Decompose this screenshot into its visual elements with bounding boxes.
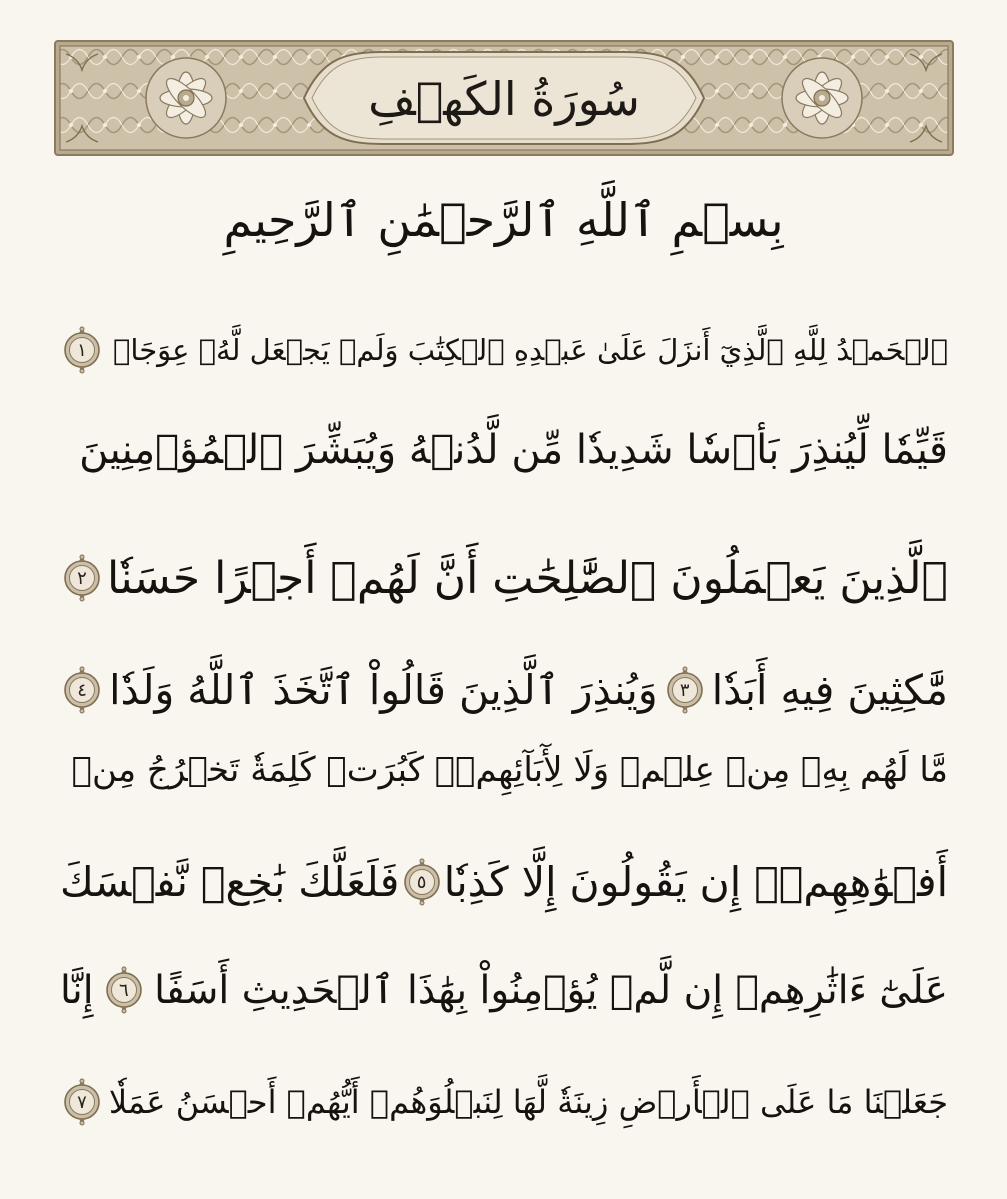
ayah-number: ٤ (77, 680, 87, 701)
text-line-5 (60, 720, 948, 820)
ayah-marker (60, 665, 104, 715)
line-text: ٱلۡحَمۡدُ لِلَّهِ ٱلَّذِيٓ أَنزَلَ عَلَىٰ عَبۡدِهِ ٱلۡكِتَٰبَ وَلَمۡ يَجۡعَل لَّهُۥ عِوَجَاۜ (112, 333, 948, 367)
ayah-number: ١ (77, 340, 87, 361)
ayah-marker (60, 1077, 104, 1127)
basmala: بِسۡمِ ٱللَّهِ ٱلرَّحۡمَٰنِ ٱلرَّحِيمِ (223, 193, 784, 247)
surah-title: سُورَةُ الكَهۡفِ (368, 72, 640, 126)
surah-header-frame (54, 40, 954, 156)
line-text: ٱلَّذِينَ يَعۡمَلُونَ ٱلصَّٰلِحَٰتِ أَنَّ لَهُمۡ أَجۡرًا حَسَنٗا (106, 552, 948, 604)
text-line-7 (60, 940, 948, 1040)
line-text: قَيِّمٗا لِّيُنذِرَ بَأۡسٗا شَدِيدٗا مِّن لَّدُنۡهُ وَيُبَشِّرَ ٱلۡمُؤۡمِنِينَ (79, 427, 948, 473)
ayah-number: ٥ (416, 872, 427, 893)
ayah-marker (102, 965, 146, 1015)
ayah-marker (400, 857, 444, 907)
line-text: فَلَعَلَّكَ بَٰخِعٞ نَّفۡسَكَ (60, 858, 400, 906)
ayah-number: ٦ (119, 980, 129, 1001)
line-text: وَيُنذِرَ ٱلَّذِينَ قَالُواْ ٱتَّخَذَ ٱللَّهُ وَلَدٗا (109, 666, 658, 714)
ayah-marker (663, 665, 707, 715)
ayah-marker (60, 325, 104, 375)
line-text: مَّٰكِثِينَ فِيهِ أَبَدٗا (711, 666, 948, 714)
text-line-6 (60, 832, 948, 932)
line-text: عَلَىٰٓ ءَاثَٰرِهِمۡ إِن لَّمۡ يُؤۡمِنُواْ بِهَٰذَا ٱلۡحَدِيثِ أَسَفًا (154, 967, 948, 1013)
line-text: إِنَّا (60, 967, 94, 1013)
line-text: مَّا لَهُم بِهِۦ مِنۡ عِلۡمٖ وَلَا لِأٓبَآئِهِمۡۚ كَبُرَتۡ كَلِمَةٗ تَخۡرُجُ مِنۡ (71, 750, 948, 790)
line-text: أَفۡوَٰهِهِمۡۚ إِن يَقُولُونَ إِلَّا كَذِبٗا (443, 858, 948, 906)
text-line-8 (60, 1052, 948, 1152)
text-line-3 (60, 528, 948, 628)
line-text: جَعَلۡنَا مَا عَلَى ٱلۡأَرۡضِ زِينَةٗ لَّهَا لِنَبۡلُوَهُمۡ أَيُّهُمۡ أَحۡسَنُ عَمَلٗا (108, 1083, 948, 1121)
text-line-1 (60, 300, 948, 400)
ayah-marker (60, 553, 104, 603)
ayah-number: ٧ (77, 1092, 87, 1113)
text-line-2 (60, 400, 948, 500)
ayah-number: ٣ (679, 680, 690, 701)
ayah-number: ٢ (77, 568, 87, 589)
